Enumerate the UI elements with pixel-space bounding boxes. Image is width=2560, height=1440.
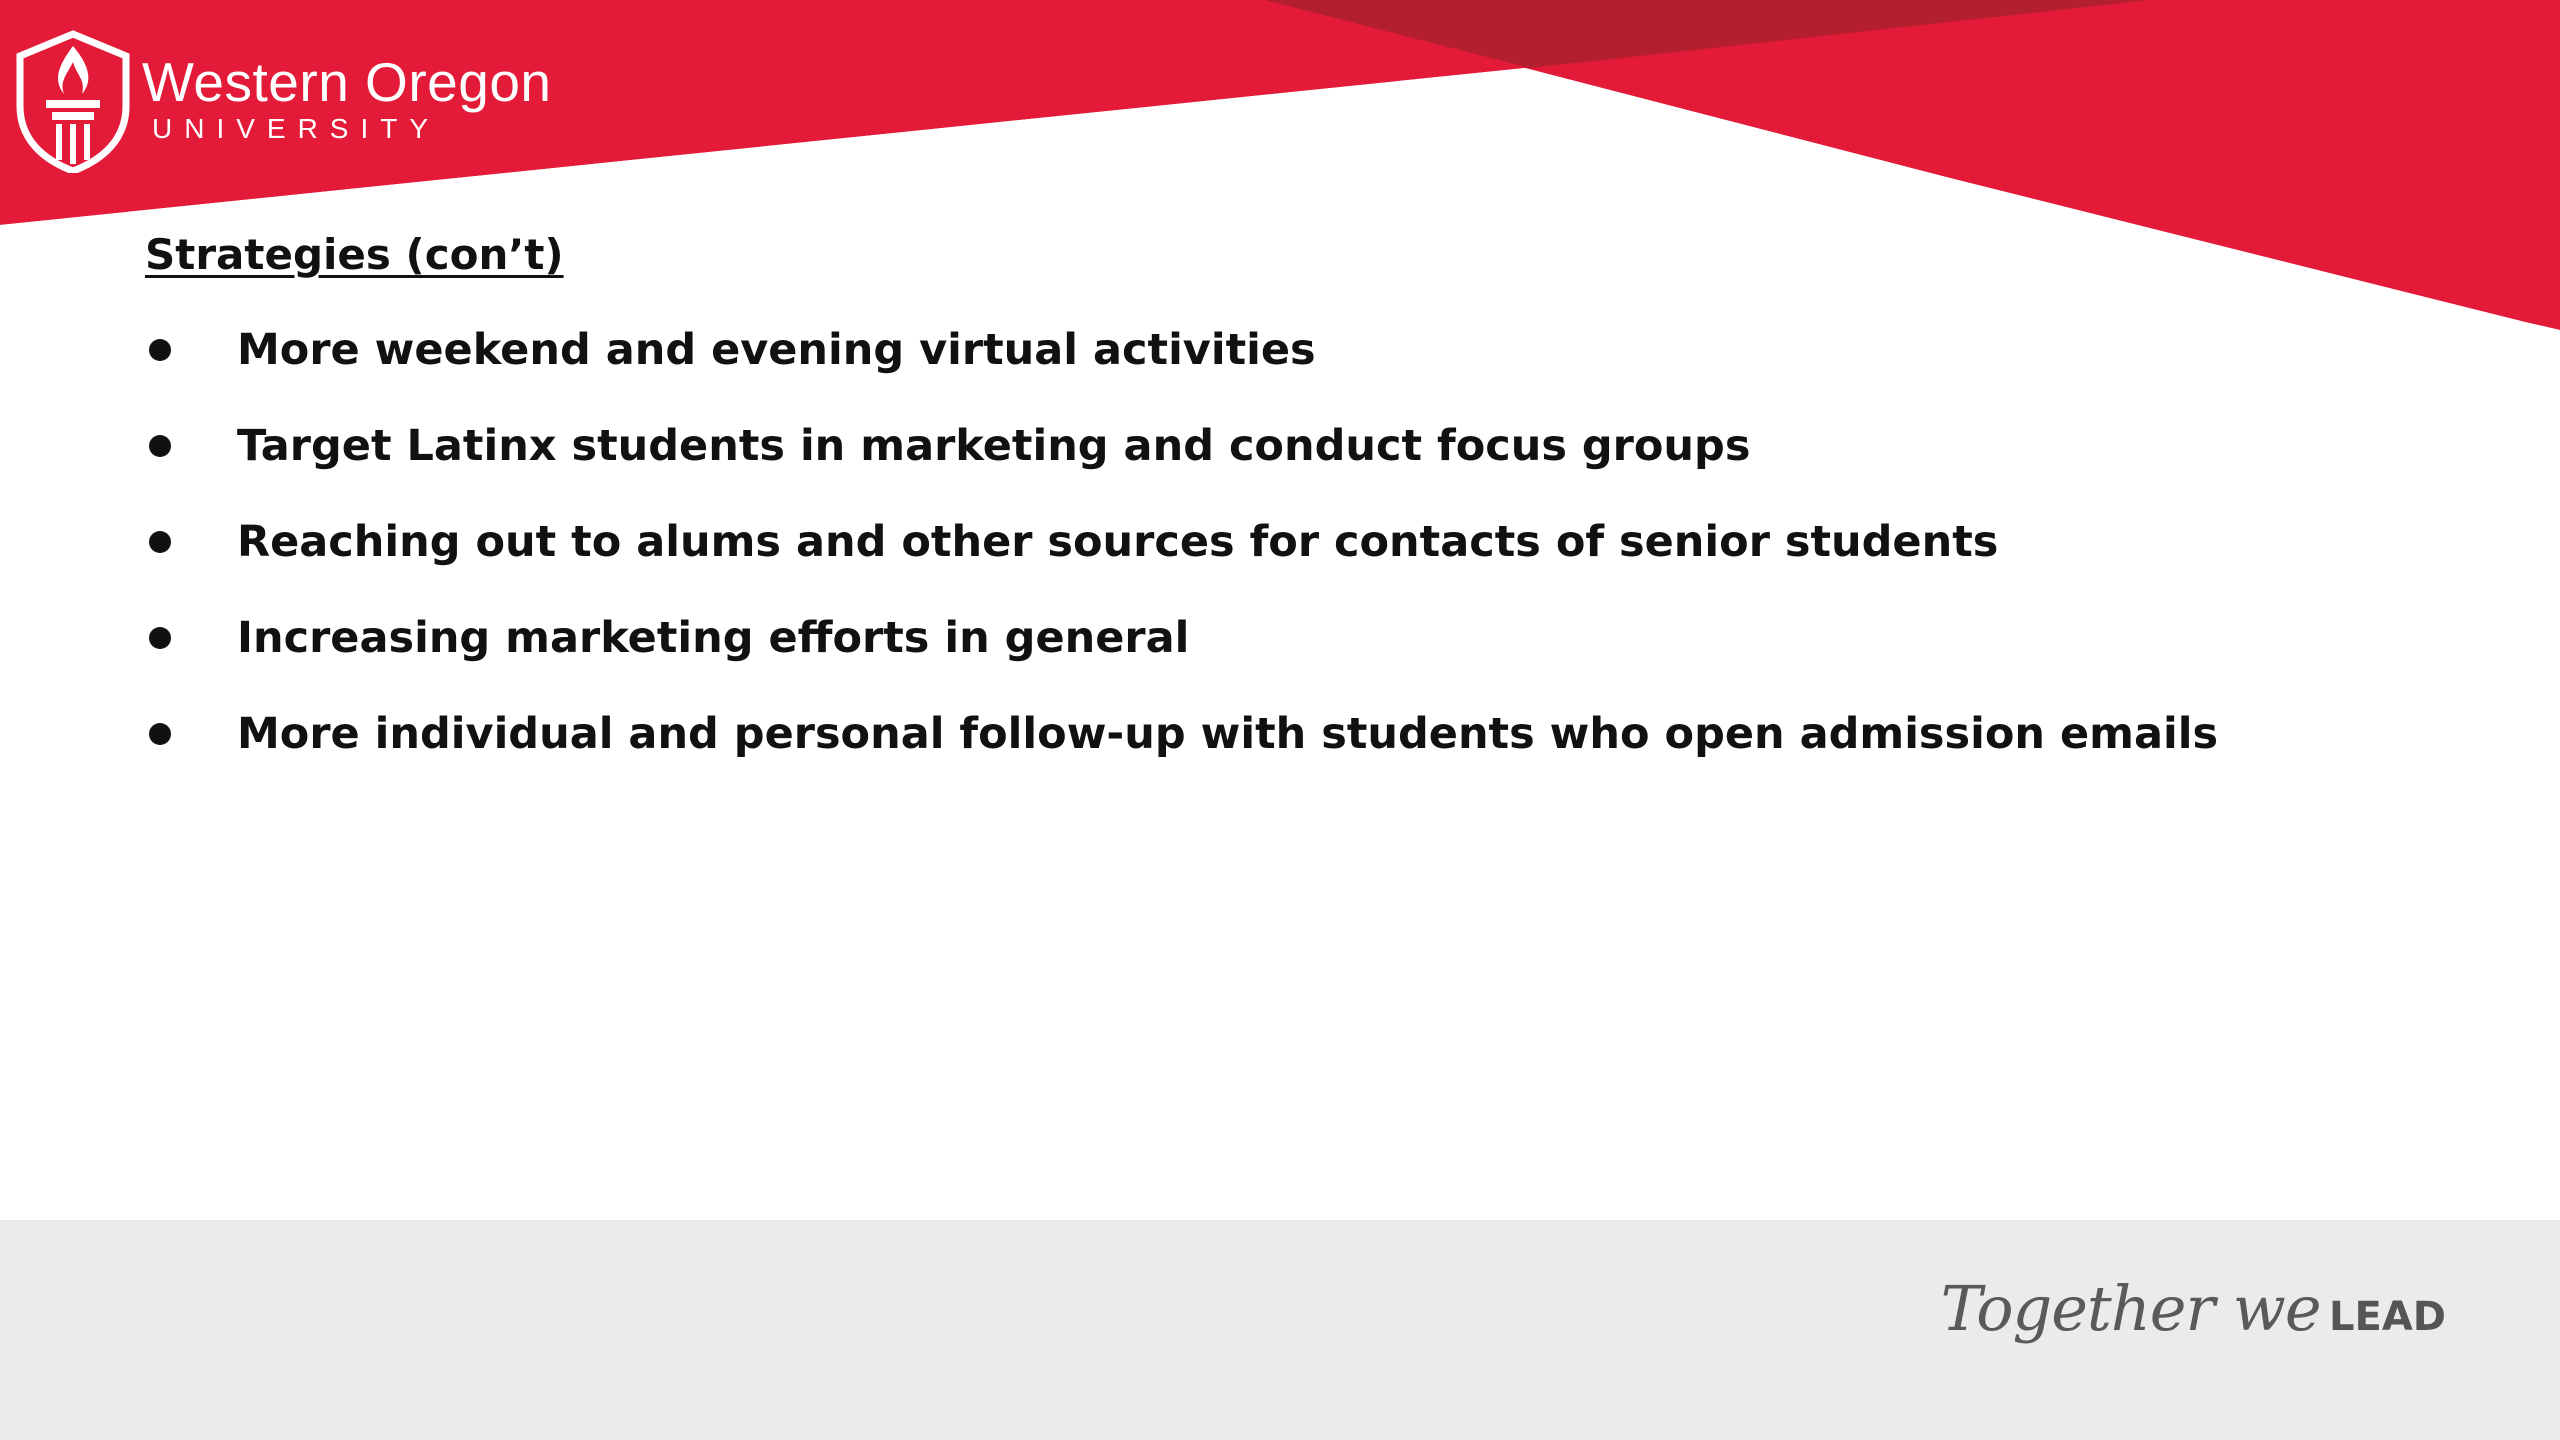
footer-band: [0, 1220, 2560, 1440]
bullet-item: [145, 317, 2218, 413]
bullet-text: More individual and personal follow-up with students who open admission emails: [237, 709, 2219, 759]
bullet-icon: [149, 723, 171, 745]
bullet-text: More weekend and evening virtual activities: [237, 325, 1316, 375]
bullet-icon: [149, 531, 171, 553]
bullet-item: [145, 509, 2218, 605]
university-name: Western Oregon: [142, 51, 552, 113]
university-subtitle: UNIVERSITY: [152, 113, 441, 144]
bullet-icon: [149, 339, 171, 361]
bullet-item: [145, 701, 2218, 797]
bullet-text: Increasing marketing efforts in general: [237, 613, 1190, 663]
bullet-list: [145, 317, 2218, 797]
tagline-lead: LEAD: [2329, 1294, 2446, 1340]
tagline: [1941, 1272, 2446, 1345]
slide-heading: Strategies (con’t): [145, 230, 564, 279]
bullet-item: [145, 605, 2218, 701]
slide-content: [145, 225, 2245, 759]
torch-shield-icon: [12, 28, 134, 173]
bullet-icon: [149, 627, 171, 649]
bullet-icon: [149, 435, 171, 457]
university-wordmark: [142, 50, 552, 144]
bullet-text: Target Latinx students in marketing and conduct focus groups: [237, 421, 1751, 471]
bullet-text: Reaching out to alums and other sources for contacts of senior students: [237, 517, 1999, 567]
tagline-script: Together we: [1940, 1272, 2321, 1345]
bullet-item: [145, 413, 2218, 509]
